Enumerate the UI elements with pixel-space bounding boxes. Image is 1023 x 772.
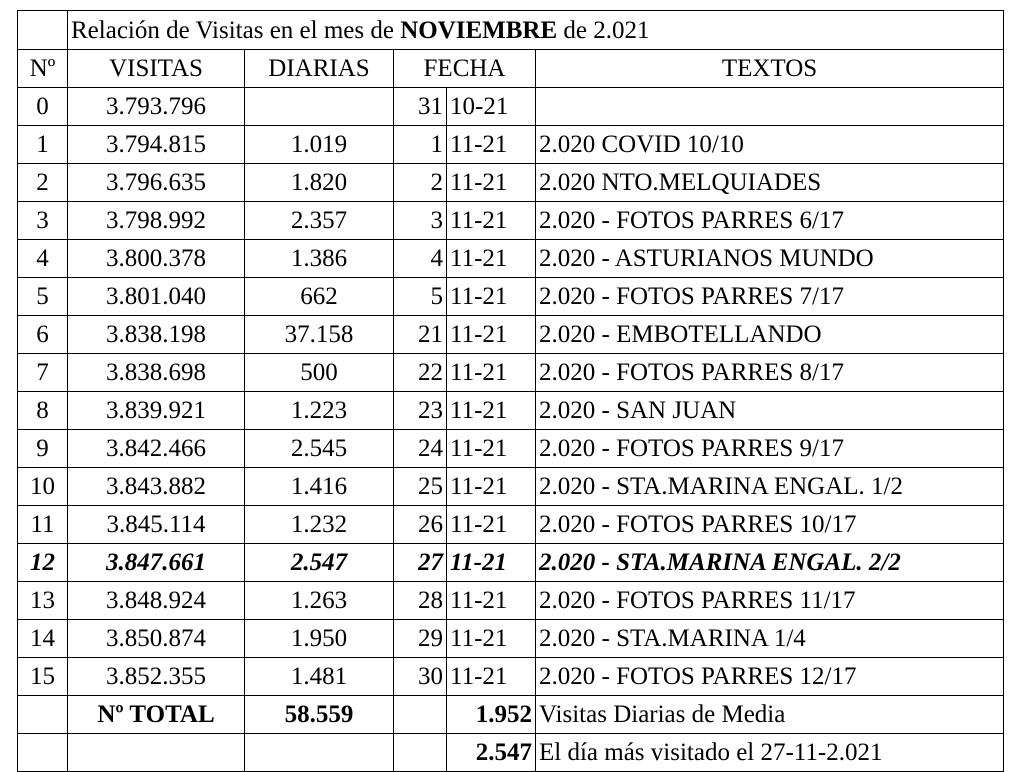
text-cell: 2.020 - SAN JUAN <box>536 392 1004 430</box>
row-number: 11 <box>18 506 68 544</box>
text-cell: 2.020 - FOTOS PARRES 6/17 <box>536 202 1004 240</box>
title-blank-cell <box>18 11 68 50</box>
date-month-cell: 11-21 <box>447 278 536 316</box>
date-month-cell: 10-21 <box>447 88 536 126</box>
text-cell: 2.020 - STA.MARINA 1/4 <box>536 620 1004 658</box>
date-month-cell: 11-21 <box>447 506 536 544</box>
header-fecha: FECHA <box>394 50 536 88</box>
table-row <box>18 354 1004 392</box>
visits-cell: 3.842.466 <box>68 430 245 468</box>
title-month: NOVIEMBRE <box>400 16 558 44</box>
text-cell: 2.020 - STA.MARINA ENGAL. 1/2 <box>536 468 1004 506</box>
visits-cell: 3.852.355 <box>68 658 245 696</box>
date-day-cell: 1 <box>394 126 447 164</box>
title-prefix: Relación de Visitas en el mes de <box>71 16 401 44</box>
max-blank-cell <box>394 734 447 772</box>
text-cell <box>536 88 1004 126</box>
visits-cell: 3.800.378 <box>68 240 245 278</box>
daily-cell: 1.223 <box>245 392 394 430</box>
daily-cell: 662 <box>245 278 394 316</box>
daily-cell: 2.545 <box>245 430 394 468</box>
visits-cell: 3.848.924 <box>68 582 245 620</box>
visits-cell: 3.798.992 <box>68 202 245 240</box>
visits-cell: 3.796.635 <box>68 164 245 202</box>
max-blank-cell <box>18 734 68 772</box>
date-month-cell: 11-21 <box>447 430 536 468</box>
row-number: 2 <box>18 164 68 202</box>
date-day-cell: 3 <box>394 202 447 240</box>
date-month-cell: 11-21 <box>447 240 536 278</box>
text-cell: 2.020 COVID 10/10 <box>536 126 1004 164</box>
table-row <box>18 240 1004 278</box>
visits-cell: 3.850.874 <box>68 620 245 658</box>
title-row <box>18 11 1004 50</box>
date-month-cell: 11-21 <box>447 202 536 240</box>
daily-cell: 1.386 <box>245 240 394 278</box>
date-day-cell: 2 <box>394 164 447 202</box>
table-row <box>18 278 1004 316</box>
row-number: 9 <box>18 430 68 468</box>
date-day-cell: 28 <box>394 582 447 620</box>
row-number: 0 <box>18 88 68 126</box>
row-number: 10 <box>18 468 68 506</box>
date-month-cell: 11-21 <box>447 620 536 658</box>
table-row <box>18 658 1004 696</box>
table-row <box>18 164 1004 202</box>
row-number: 12 <box>18 544 68 582</box>
row-number: 14 <box>18 620 68 658</box>
visits-table <box>17 10 1004 772</box>
row-number: 13 <box>18 582 68 620</box>
row-number: 5 <box>18 278 68 316</box>
table-row <box>18 506 1004 544</box>
date-day-cell: 25 <box>394 468 447 506</box>
date-month-cell: 11-21 <box>447 544 536 582</box>
table-row <box>18 88 1004 126</box>
row-number: 3 <box>18 202 68 240</box>
header-diarias: DIARIAS <box>245 50 394 88</box>
visits-cell: 3.845.114 <box>68 506 245 544</box>
visits-cell: 3.794.815 <box>68 126 245 164</box>
title-suffix: de 2.021 <box>557 16 650 44</box>
max-label: El día más visitado el 27-11-2.021 <box>536 734 1004 772</box>
date-month-cell: 11-21 <box>447 126 536 164</box>
daily-cell: 2.357 <box>245 202 394 240</box>
date-day-cell: 26 <box>394 506 447 544</box>
table-title <box>68 11 1004 50</box>
table-row <box>18 316 1004 354</box>
visits-cell: 3.838.698 <box>68 354 245 392</box>
table-row <box>18 468 1004 506</box>
date-month-cell: 11-21 <box>447 354 536 392</box>
max-blank-cell <box>245 734 394 772</box>
date-day-cell: 4 <box>394 240 447 278</box>
date-day-cell: 29 <box>394 620 447 658</box>
max-blank-cell <box>68 734 245 772</box>
date-month-cell: 11-21 <box>447 392 536 430</box>
daily-cell: 1.820 <box>245 164 394 202</box>
visits-cell: 3.838.198 <box>68 316 245 354</box>
text-cell: 2.020 - FOTOS PARRES 9/17 <box>536 430 1004 468</box>
totals-blank-cell <box>18 696 68 734</box>
date-day-cell: 31 <box>394 88 447 126</box>
text-cell: 2.020 - FOTOS PARRES 12/17 <box>536 658 1004 696</box>
table-row <box>18 202 1004 240</box>
average-row <box>18 696 1004 734</box>
daily-cell: 1.263 <box>245 582 394 620</box>
date-day-cell: 23 <box>394 392 447 430</box>
daily-cell: 1.950 <box>245 620 394 658</box>
visits-cell: 3.793.796 <box>68 88 245 126</box>
header-num: Nº <box>18 50 68 88</box>
text-cell: 2.020 - FOTOS PARRES 7/17 <box>536 278 1004 316</box>
date-day-cell: 21 <box>394 316 447 354</box>
visits-cell: 3.843.882 <box>68 468 245 506</box>
header-textos: TEXTOS <box>536 50 1004 88</box>
row-number: 15 <box>18 658 68 696</box>
date-day-cell: 27 <box>394 544 447 582</box>
row-number: 6 <box>18 316 68 354</box>
text-cell: 2.020 - FOTOS PARRES 8/17 <box>536 354 1004 392</box>
header-row <box>18 50 1004 88</box>
max-row <box>18 734 1004 772</box>
date-month-cell: 11-21 <box>447 658 536 696</box>
text-cell: 2.020 - FOTOS PARRES 11/17 <box>536 582 1004 620</box>
row-number: 7 <box>18 354 68 392</box>
daily-cell <box>245 88 394 126</box>
totals-blank-cell <box>394 696 447 734</box>
daily-cell: 37.158 <box>245 316 394 354</box>
date-day-cell: 30 <box>394 658 447 696</box>
table-row <box>18 392 1004 430</box>
visits-cell: 3.801.040 <box>68 278 245 316</box>
date-day-cell: 22 <box>394 354 447 392</box>
table-row <box>18 582 1004 620</box>
date-day-cell: 24 <box>394 430 447 468</box>
average-value: 1.952 <box>447 696 536 734</box>
daily-cell: 500 <box>245 354 394 392</box>
date-day-cell: 5 <box>394 278 447 316</box>
header-visitas: VISITAS <box>68 50 245 88</box>
text-cell: 2.020 - STA.MARINA ENGAL. 2/2 <box>536 544 1004 582</box>
date-month-cell: 11-21 <box>447 468 536 506</box>
row-number: 8 <box>18 392 68 430</box>
text-cell: 2.020 NTO.MELQUIADES <box>536 164 1004 202</box>
total-visits: 58.559 <box>245 696 394 734</box>
daily-cell: 1.481 <box>245 658 394 696</box>
daily-cell: 1.019 <box>245 126 394 164</box>
text-cell: 2.020 - ASTURIANOS MUNDO <box>536 240 1004 278</box>
table-row <box>18 430 1004 468</box>
daily-cell: 1.416 <box>245 468 394 506</box>
table-row <box>18 620 1004 658</box>
total-label: Nº TOTAL <box>68 696 245 734</box>
max-value: 2.547 <box>447 734 536 772</box>
table-row <box>18 544 1004 582</box>
row-number: 4 <box>18 240 68 278</box>
daily-cell: 1.232 <box>245 506 394 544</box>
text-cell: 2.020 - FOTOS PARRES 10/17 <box>536 506 1004 544</box>
text-cell: 2.020 - EMBOTELLANDO <box>536 316 1004 354</box>
date-month-cell: 11-21 <box>447 316 536 354</box>
table-row <box>18 126 1004 164</box>
row-number: 1 <box>18 126 68 164</box>
average-label: Visitas Diarias de Media <box>536 696 1004 734</box>
visits-cell: 3.839.921 <box>68 392 245 430</box>
visits-cell: 3.847.661 <box>68 544 245 582</box>
date-month-cell: 11-21 <box>447 582 536 620</box>
daily-cell: 2.547 <box>245 544 394 582</box>
date-month-cell: 11-21 <box>447 164 536 202</box>
